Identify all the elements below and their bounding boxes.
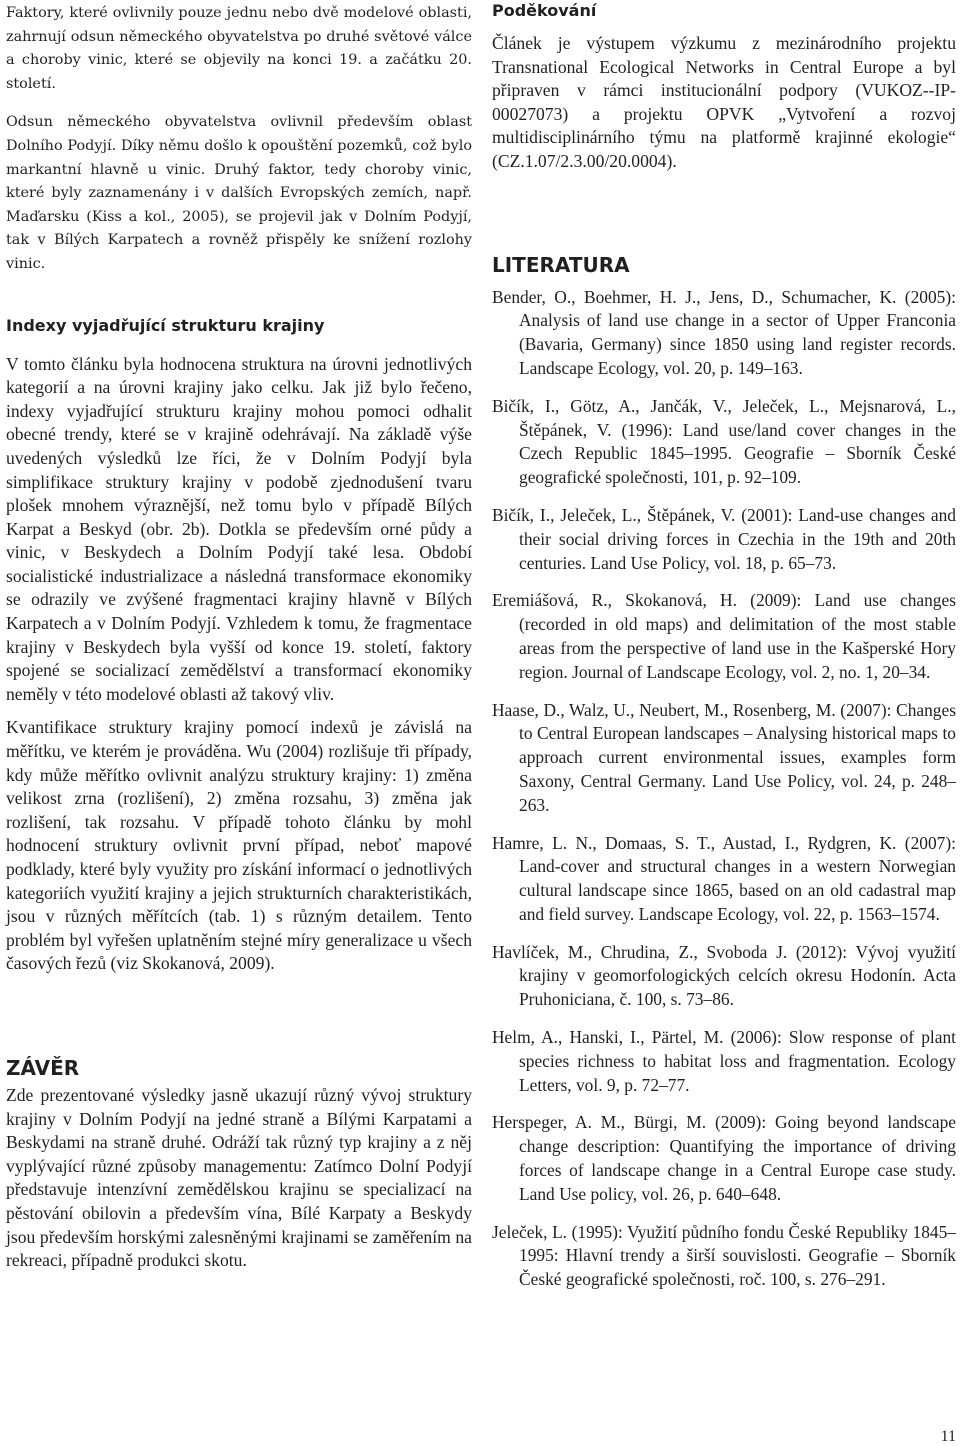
page-number: 11 bbox=[940, 1428, 956, 1445]
paragraph-indexy: V tomto článku byla hodnocena struktura na úrovni jednotlivých kategorií a na úrovni krajiny jako celku. Jak již bylo řečeno, indexy vyjadřující strukturu krajiny mohou pomoci odhalit obecné trendy, které se v krajině odehrávají. Na základě výše uvedených výsledků lze říci, že v Dolním Podyjí byla simplifikace struktury krajiny v podobě zjednodušení tvaru plošek mnohem výraznější, než tomu bylo v případě Bílých Karpat a Beskyd (obr. 2b). Dotkla se především orné půdy a vinic, v Beskydech a Dolním Podyjí také lesa. Období socialistické industrializace a následná transformace ekonomiky se odrazily ve zvýšené fragmentaci krajiny hlavně v Bílých Karpatech a v Dolním Podyjí. Vzhledem k tomu, že fragmentace krajiny v Beskydech byla vyšší od konce 19. století, faktory spojené se socializací zemědělství a transformací ekonomiky neměly v této modelové oblasti až takový vliv. bbox=[6, 353, 472, 704]
paragraph-conclusion: Zde prezentované výsledky jasně ukazují různý vývoj struktury krajiny v Dolním Podyjí na jedné straně a Bílými Karpatami a Beskydami na straně druhé. Odráží tak různý typ krajiny a z něj vyplývající různé způsoby managementu: Zatímco Dolní Podyjí představuje intenzívní zemědělskou krajinu se specializací na pěstování obilovin a především vína, Bílé Karpaty a Beskydy jsou především horskými zalesněnými krajinami se zaměřením na rekreaci, případně produkci skotu. bbox=[6, 1084, 472, 1271]
reference-item: Bičík, I., Götz, A., Jančák, V., Jeleček, L., Mejsnarová, L., Štěpánek, V. (1996): Land use/land cover changes in the Czech Republic 1845–1995. Geografie – Sborník České geografické společnosti, 101, p. 92–109. bbox=[492, 395, 956, 488]
left-column bbox=[6, 0, 472, 1273]
reference-item: Herspeger, A. M., Bürgi, M. (2009): Going beyond landscape change description: Quantifying the importance of driving forces of landscape change in a Central Europe case study. Land Use policy, vol. 26, p. 640–648. bbox=[492, 1112, 956, 1204]
right-column bbox=[492, 0, 956, 1306]
paragraph-displacement: Odsun německého obyvatelstva ovlivnil především oblast Dolního Podyjí. Díky němu došlo k opouštění pozemků, což bylo markantní hlavně u vinic. Druhý faktor, tedy choroby vinic, které byly zaznamenány i v dalších Evropských zemích, např. Maďarsku (Kiss a kol., 2005), se projevil jak v Dolním Podyjí, tak v Bílých Karpatech a rovněž přispěly ke snížení rozlohy vinic. bbox=[6, 114, 472, 272]
reference-item: Helm, A., Hanski, I., Pärtel, M. (2006): Slow response of plant species richness to habitat loss and fragmentation. Ecology Letters, vol. 9, p. 72–77. bbox=[492, 1027, 956, 1095]
reference-item: Havlíček, M., Chrudina, Z., Svoboda J. (2012): Vývoj využití krajiny v geomorfologických celcích okresu Hodonín. Acta Pruhoniciana, č. 100, s. 73–86. bbox=[492, 941, 956, 1010]
paragraph-factors: Faktory, které ovlivnily pouze jednu nebo dvě modelové oblasti, zahrnují odsun německého obyvatelstva po druhé světové válce a choroby vinic, které se objevily na konci 19. a začátku 20. století. bbox=[6, 5, 472, 92]
paragraph-quantification: Kvantifikace struktury krajiny pomocí indexů je závislá na měřítku, ve kterém je prováděna. Wu (2004) rozlišuje tři případy, kdy může měřítko ovlivnit analýzu struktury krajiny: 1) změna velikost zrna (rozlišení), 2) změna rozsahu, 3) změna jak rozlišení, tak rozsahu. V případě tohoto článku by mohl hodnocení struktury ovlivnit první případ, neboť mapové podklady, které byly využity pro získání informací o jednotlivých kategoriích využití krajiny a jejich strukturních charakteristikách, jsou v různých měřítcích (tab. 1) s různým detailem. Tento problém byl vyřešen uplatněním stejné míry generalizace u všech časových řezů (viz Skokanová, 2009). bbox=[6, 717, 472, 974]
reference-item: Bender, O., Boehmer, H. J., Jens, D., Schumacher, K. (2005): Analysis of land use change in a sector of Upper Franconia (Bavaria, Germany) since 1850 using land register records. Landscape Ecology, vol. 20, p. 149–163. bbox=[492, 286, 956, 378]
reference-item: Jeleček, L. (1995): Využití půdního fondu České Republiky 1845–1995: Hlavní trendy a širší souvislosti. Geografie – Sborník České geografické společnosti, roč. 100, s. 276–291. bbox=[492, 1221, 956, 1290]
paragraph-acknowledgement: Článek je výstupem výzkumu z mezinárodního projektu Transnational Ecological Networks in Central Europe a byl připraven v rámci institucionální podpory (VUKOZ--IP-00027073) a projektu OPVK „Vytvoření a rozvoj multidisciplinárního týmu na platformě krajinné ekologie“ (CZ.1.07/2.3.00/20.0004). bbox=[492, 33, 956, 171]
section-heading-zaver: ZÁVĚR bbox=[6, 1055, 80, 1080]
reference-item: Eremiášová, R., Skokanová, H. (2009): Land use changes (recorded in old maps) and delimitation of the most stable areas from the perspective of land use in the Kašperské Hory region. Journal of Landscape Ecology, vol. 2, no. 1, 20–34. bbox=[492, 590, 956, 682]
reference-item: Haase, D., Walz, U., Neubert, M., Rosenberg, M. (2007): Changes to Central European landscapes – Analysing historical maps to approach current environmental issues, examples form Saxony, Central Germany. Land Use Policy, vol. 24, p. 248–263. bbox=[492, 699, 956, 815]
reference-list bbox=[492, 286, 956, 1292]
section-heading-podekovani: Poděkování bbox=[492, 1, 597, 20]
reference-item: Bičík, I., Jeleček, L., Štěpánek, V. (2001): Land-use changes and their social driving forces in Czechia in the 19th and 20th centuries. Land Use Policy, vol. 18, p. 65–73. bbox=[492, 504, 956, 573]
section-heading-literatura: LITERATURA bbox=[492, 252, 630, 277]
reference-item: Hamre, L. N., Domaas, S. T., Austad, I., Rydgren, K. (2007): Land-cover and structural changes in a western Norwegian cultural landscape since 1865, based on an old cadastral map and field survey. Landscape Ecology, vol. 22, p. 1563–1574. bbox=[492, 832, 956, 924]
section-heading-indexy: Indexy vyjadřující strukturu krajiny bbox=[6, 315, 325, 335]
